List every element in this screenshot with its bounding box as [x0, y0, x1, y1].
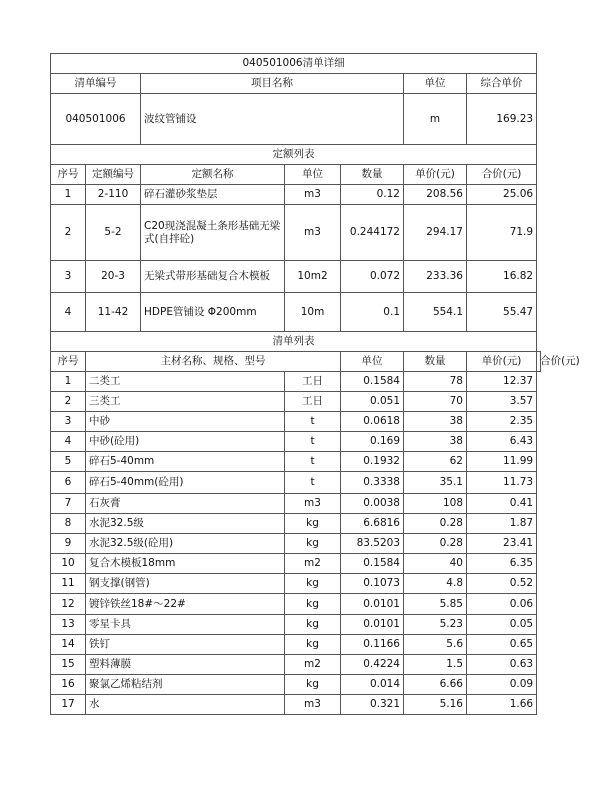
- bill-name: 塑料薄膜: [86, 655, 285, 675]
- bill-price: 5.6: [404, 635, 467, 655]
- bill-total: 23.41: [467, 534, 537, 554]
- bill-name: 二类工: [86, 372, 285, 392]
- quota-qty: 0.244172: [341, 205, 404, 261]
- bill-name: 水: [86, 695, 285, 715]
- quota-name: 无梁式带形基础复合木模板: [141, 261, 285, 293]
- bill-total: 11.99: [467, 452, 537, 472]
- bill-total: 6.35: [467, 554, 537, 574]
- bill-unit: t: [285, 452, 341, 472]
- bill-no: 1: [51, 372, 86, 392]
- main-header-code: 清单编号: [51, 74, 141, 94]
- quota-header-total: 合价(元): [467, 165, 537, 185]
- quota-qty: 0.1: [341, 293, 404, 332]
- bill-price: 38: [404, 432, 467, 452]
- quota-row: [51, 205, 541, 261]
- bill-no: 16: [51, 675, 86, 695]
- bill-total: 3.57: [467, 392, 537, 412]
- bill-price: 78: [404, 372, 467, 392]
- bill-name: 中砂(砼用): [86, 432, 285, 452]
- main-header-name: 项目名称: [141, 74, 404, 94]
- quota-no: 4: [51, 293, 86, 332]
- title-row: [51, 54, 541, 74]
- bill-total: 2.35: [467, 412, 537, 432]
- bill-price: 35.1: [404, 472, 467, 494]
- bill-unit: m3: [285, 494, 341, 514]
- bill-no: 13: [51, 615, 86, 635]
- bill-header-row: [51, 352, 541, 372]
- bill-name: 石灰膏: [86, 494, 285, 514]
- bill-price: 40: [404, 554, 467, 574]
- bill-qty: 0.0038: [341, 494, 404, 514]
- quota-price: 294.17: [404, 205, 467, 261]
- bill-no: 3: [51, 412, 86, 432]
- bill-unit: t: [285, 432, 341, 452]
- bill-unit: kg: [285, 574, 341, 594]
- quota-no: 1: [51, 185, 86, 205]
- bill-row: [51, 655, 541, 675]
- bill-row: [51, 615, 541, 635]
- bill-header-no: 序号: [51, 352, 86, 372]
- bill-unit: 工日: [285, 372, 341, 392]
- bill-no: 10: [51, 554, 86, 574]
- bill-price: 0.28: [404, 514, 467, 534]
- bill-total: 0.65: [467, 635, 537, 655]
- bill-header-unit: 单位: [341, 352, 404, 372]
- quota-name: 碎石灌砂浆垫层: [141, 185, 285, 205]
- bill-name: 三类工: [86, 392, 285, 412]
- bill-qty: 0.169: [341, 432, 404, 452]
- bill-qty: 0.0618: [341, 412, 404, 432]
- quota-header-no: 序号: [51, 165, 86, 185]
- quota-code: 20-3: [86, 261, 141, 293]
- bill-qty: 0.321: [341, 695, 404, 715]
- bill-price: 1.5: [404, 655, 467, 675]
- quota-price: 208.56: [404, 185, 467, 205]
- bill-qty: 0.1584: [341, 372, 404, 392]
- bill-no: 9: [51, 534, 86, 554]
- bill-total: 0.63: [467, 655, 537, 675]
- bill-unit: kg: [285, 615, 341, 635]
- bill-row: [51, 372, 541, 392]
- bill-unit: m2: [285, 554, 341, 574]
- bill-total: 0.06: [467, 594, 537, 615]
- bill-total: 12.37: [467, 372, 537, 392]
- bill-no: 2: [51, 392, 86, 412]
- bill-name: 中砂: [86, 412, 285, 432]
- main-header-price: 综合单价: [467, 74, 537, 94]
- bill-caption: 清单列表: [51, 332, 537, 352]
- bill-qty: 0.3338: [341, 472, 404, 494]
- bill-no: 5: [51, 452, 86, 472]
- main-name: 波纹管铺设: [141, 94, 404, 145]
- bill-no: 15: [51, 655, 86, 675]
- bill-total: 0.41: [467, 494, 537, 514]
- quota-qty: 0.072: [341, 261, 404, 293]
- bill-qty: 83.5203: [341, 534, 404, 554]
- quota-unit: 10m: [285, 293, 341, 332]
- bill-qty: 0.4224: [341, 655, 404, 675]
- quota-total: 55.47: [467, 293, 537, 332]
- bill-no: 17: [51, 695, 86, 715]
- bill-unit: kg: [285, 534, 341, 554]
- bill-unit: m2: [285, 655, 341, 675]
- bill-price: 108: [404, 494, 467, 514]
- bill-total: 1.87: [467, 514, 537, 534]
- quota-caption-row: [51, 145, 541, 165]
- bill-caption-row: [51, 332, 541, 352]
- quota-total: 71.9: [467, 205, 537, 261]
- main-code: 040501006: [51, 94, 141, 145]
- bill-row: [51, 392, 541, 412]
- bill-unit: t: [285, 412, 341, 432]
- quota-header-qty: 数量: [341, 165, 404, 185]
- bill-row: [51, 514, 541, 534]
- bill-detail-table: [50, 53, 580, 715]
- bill-name: 聚氯乙烯粘结剂: [86, 675, 285, 695]
- bill-no: 4: [51, 432, 86, 452]
- bill-price: 6.66: [404, 675, 467, 695]
- bill-price: 38: [404, 412, 467, 432]
- bill-price: 62: [404, 452, 467, 472]
- main-price: 169.23: [467, 94, 537, 145]
- quota-total: 25.06: [467, 185, 537, 205]
- bill-row: [51, 554, 541, 574]
- bill-no: 7: [51, 494, 86, 514]
- quota-name: C20现浇混凝土条形基础无梁式(自拌砼): [141, 205, 285, 261]
- bill-row: [51, 594, 541, 615]
- bill-no: 6: [51, 472, 86, 494]
- bill-name: 复合木模板18mm: [86, 554, 285, 574]
- bill-name: 碎石5-40mm(砼用): [86, 472, 285, 494]
- quota-header-code: 定额编号: [86, 165, 141, 185]
- quota-code: 11-42: [86, 293, 141, 332]
- bill-no: 11: [51, 574, 86, 594]
- bill-name: 碎石5-40mm: [86, 452, 285, 472]
- main-unit: m: [404, 94, 467, 145]
- quota-code: 2-110: [86, 185, 141, 205]
- bill-header-total: 合价(元): [537, 352, 541, 372]
- bill-row: [51, 432, 541, 452]
- bill-row: [51, 635, 541, 655]
- quota-row: [51, 293, 541, 332]
- quota-price: 233.36: [404, 261, 467, 293]
- bill-total: 0.52: [467, 574, 537, 594]
- quota-price: 554.1: [404, 293, 467, 332]
- bill-qty: 0.0101: [341, 594, 404, 615]
- bill-qty: 0.1166: [341, 635, 404, 655]
- bill-name: 水泥32.5级(砼用): [86, 534, 285, 554]
- quota-no: 3: [51, 261, 86, 293]
- bill-price: 4.8: [404, 574, 467, 594]
- bill-price: 70: [404, 392, 467, 412]
- bill-qty: 0.051: [341, 392, 404, 412]
- quota-code: 5-2: [86, 205, 141, 261]
- bill-name: 钢支撑(钢管): [86, 574, 285, 594]
- main-data-row: [51, 94, 541, 145]
- bill-price: 0.28: [404, 534, 467, 554]
- bill-no: 14: [51, 635, 86, 655]
- bill-row: [51, 675, 541, 695]
- bill-row: [51, 494, 541, 514]
- bill-name: 水泥32.5级: [86, 514, 285, 534]
- quota-row: [51, 261, 541, 293]
- bill-name: 零星卡具: [86, 615, 285, 635]
- bill-total: 1.66: [467, 695, 537, 715]
- quota-qty: 0.12: [341, 185, 404, 205]
- bill-unit: kg: [285, 594, 341, 615]
- quota-name: HDPE管铺设 Φ200mm: [141, 293, 285, 332]
- bill-price: 5.16: [404, 695, 467, 715]
- bill-qty: 6.6816: [341, 514, 404, 534]
- bill-price: 5.23: [404, 615, 467, 635]
- bill-total: 0.05: [467, 615, 537, 635]
- bill-price: 5.85: [404, 594, 467, 615]
- quota-total: 16.82: [467, 261, 537, 293]
- bill-no: 8: [51, 514, 86, 534]
- table-title: 040501006清单详细: [51, 54, 537, 74]
- bill-qty: 0.1584: [341, 554, 404, 574]
- bill-row: [51, 574, 541, 594]
- bill-total: 6.43: [467, 432, 537, 452]
- bill-unit: 工日: [285, 392, 341, 412]
- bill-unit: kg: [285, 635, 341, 655]
- bill-name: 镀锌铁丝18#～22#: [86, 594, 285, 615]
- bill-qty: 0.1073: [341, 574, 404, 594]
- bill-header-price: 单价(元): [467, 352, 537, 372]
- bill-no: 12: [51, 594, 86, 615]
- bill-unit: kg: [285, 514, 341, 534]
- main-header-row: [51, 74, 541, 94]
- bill-row: [51, 534, 541, 554]
- bill-unit: t: [285, 472, 341, 494]
- bill-name: 铁钉: [86, 635, 285, 655]
- quota-caption: 定额列表: [51, 145, 537, 165]
- bill-header-qty: 数量: [404, 352, 467, 372]
- bill-row: [51, 472, 541, 494]
- bill-qty: 0.1932: [341, 452, 404, 472]
- bill-row: [51, 695, 541, 715]
- bill-unit: kg: [285, 675, 341, 695]
- bill-row: [51, 452, 541, 472]
- quota-header-row: [51, 165, 541, 185]
- quota-no: 2: [51, 205, 86, 261]
- bill-header-name: 主材名称、规格、型号: [86, 352, 341, 372]
- main-header-unit: 单位: [404, 74, 467, 94]
- bill-total: 0.09: [467, 675, 537, 695]
- bill-qty: 0.014: [341, 675, 404, 695]
- bill-total: 11.73: [467, 472, 537, 494]
- quota-header-price: 单价(元): [404, 165, 467, 185]
- bill-unit: m3: [285, 695, 341, 715]
- quota-unit: 10m2: [285, 261, 341, 293]
- quota-header-unit: 单位: [285, 165, 341, 185]
- bill-qty: 0.0101: [341, 615, 404, 635]
- bill-row: [51, 412, 541, 432]
- quota-row: [51, 185, 541, 205]
- quota-header-name: 定额名称: [141, 165, 285, 185]
- quota-unit: m3: [285, 205, 341, 261]
- quota-unit: m3: [285, 185, 341, 205]
